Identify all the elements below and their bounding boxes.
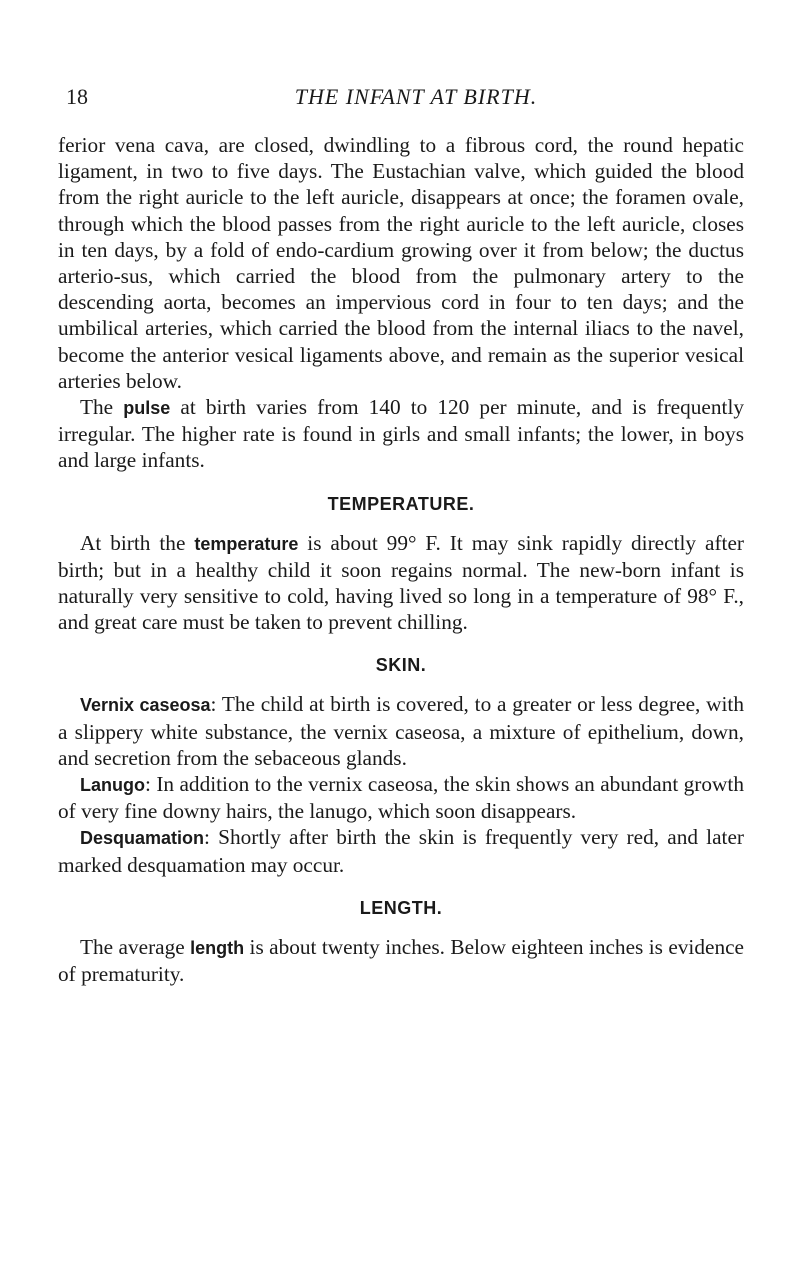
bold-term-pulse: pulse xyxy=(123,398,171,419)
paragraph-text: The average xyxy=(80,934,191,959)
bold-term-length: length xyxy=(190,937,245,958)
paragraph-desquamation xyxy=(58,824,744,877)
paragraph-lanugo xyxy=(58,771,744,824)
paragraph-text: : Shortly after birth the skin is frequently very red, and later marked desquamation may occur. xyxy=(58,825,744,877)
section-heading-skin: SKIN. xyxy=(375,655,427,676)
bold-term-desquamation: Desquamation xyxy=(80,828,205,849)
paragraph-text: : The child at birth is covered, to a greater or less degree, with a slippery white substance, the vernix caseosa, a mixture of epithelium, down, and secretion from the sebaceous glands. xyxy=(58,692,744,770)
running-head xyxy=(58,78,744,118)
paragraph-text: : In addition to the vernix caseosa, the skin shows an abundant growth of very fine downy hairs, the lanugo, which soon disappears. xyxy=(58,772,744,824)
paragraph-text: is about twenty inches. Below eighteen inches is evidence of prematurity. xyxy=(58,934,744,987)
section-heading-length: LENGTH. xyxy=(359,897,443,918)
paragraph-text: at birth varies from 140 to 120 per minute, and is frequently irregular. The higher rate is found in girls and small infants; the lower, in boys and large infants. xyxy=(58,395,745,473)
paragraph-length xyxy=(58,934,744,987)
paragraph-text: is about 99° F. It may sink rapidly directly after birth; but in a healthy child it soon regains normal. The new-born infant is naturally very sensitive to cold, having lived so long in a temperature of 98° F., and great care must be taken to prevent chilling. xyxy=(58,530,744,635)
paragraph-text: At birth the xyxy=(80,530,195,555)
page-number: 18 xyxy=(66,84,88,109)
section-heading-temperature: TEMPERATURE. xyxy=(327,493,475,514)
bold-term-lanugo: Lanugo xyxy=(80,775,145,796)
bold-term-vernix: Vernix caseosa xyxy=(80,695,211,716)
paragraph-pulse xyxy=(58,394,744,474)
paragraph-circulation-changes xyxy=(58,132,744,394)
bold-term-temperature: temperature xyxy=(194,533,299,554)
page-body xyxy=(58,132,744,987)
book-page xyxy=(58,78,744,987)
running-title: THE INFANT AT BIRTH. xyxy=(294,84,538,109)
paragraph-temperature xyxy=(58,530,744,636)
paragraph-text: ferior vena cava, are closed, dwindling to a fibrous cord, the round hepatic ligament, in two to five days. The Eustachian valve, which guided the blood from the right auricle to the left auricle, disappears at once; the foramen ovale, through which the blood passes from the right auricle to the left auricle, closes in ten days, by a fold of endo-cardium growing over it from below; the ductus arterio-sus, which carried the blood from the pulmonary artery to the descending aorta, becomes an impervious cord in four to ten days; and the umbilical arteries, which carried the blood from the internal iliacs to the navel, become the anterior vesical ligaments above, and remain as the superior vesical arteries below. xyxy=(58,133,744,393)
paragraph-vernix xyxy=(58,691,744,771)
paragraph-text: The xyxy=(80,395,124,420)
